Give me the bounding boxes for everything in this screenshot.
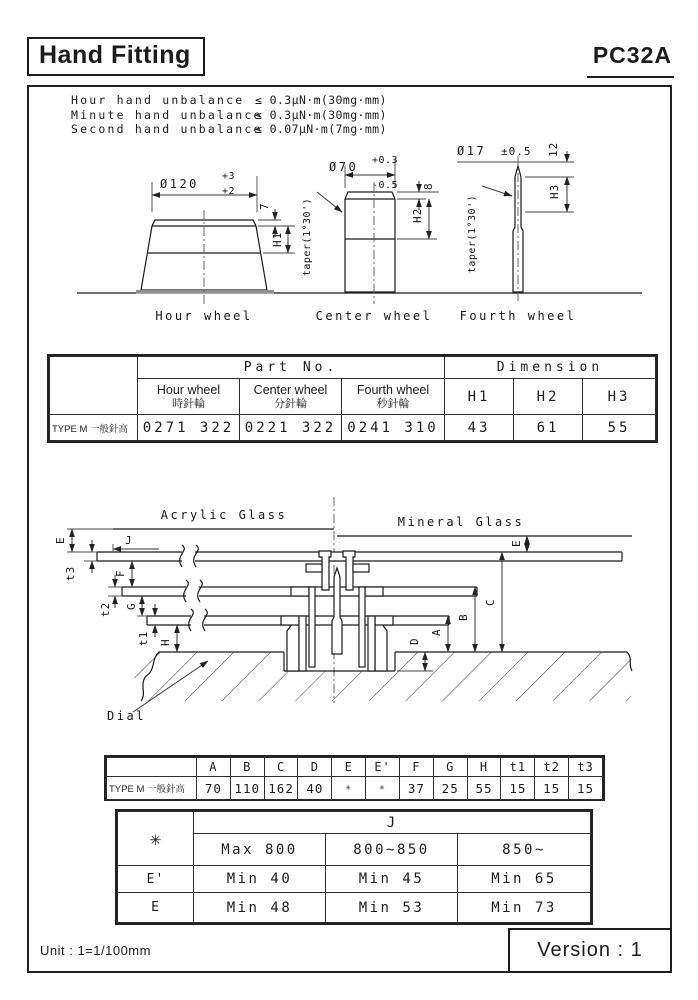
dim-F: F [114,569,127,577]
spec-value: ≤ 0.3μN·m(30mg·mm) [255,93,387,107]
col-hour-wheel: Hour wheel 時針輪 [138,379,240,415]
page-title: Hand Fitting [27,37,205,76]
center-dim-a: 8 [422,182,435,190]
hour-wheel-drawing [136,171,295,323]
col-h1: H1 [445,379,514,415]
dimension-header: Dimension [445,357,656,379]
j-row-e-prime: E' Min 40 Min 45 Min 65 [118,866,591,893]
col-h3: H3 [583,379,656,415]
part-no-header: Part No. [138,357,445,379]
col-h2: H2 [514,379,583,415]
dimension-values-table [104,755,605,801]
glass-clearance-table [115,809,593,925]
version-badge: Version : 1 [508,928,672,973]
hour-tol-top: +3 [222,171,236,182]
j-range-row: Max 800 800~850 850~ [118,834,591,866]
dim-table-header-row: A B C D E E' F G H t1 t2 t3 [107,758,603,777]
j-header: J [194,812,591,834]
dim-H: H [159,638,172,646]
dim-t1: t1 [137,630,150,646]
dim-t2: t2 [99,601,112,617]
spec-hour [71,93,387,108]
fourth-taper-label: taper(1°30') [467,194,478,274]
acrylic-glass-label: Acrylic Glass [160,508,288,522]
center-tol-top: +0.3 [372,155,399,166]
fourth-wheel-drawing [457,142,576,323]
fourth-dia-label: Ø17 [457,144,487,158]
dim-t3: t3 [64,565,77,581]
center-tol-bot: -0.5 [372,180,399,191]
content-frame [27,85,672,973]
hour-wheel-label: Hour wheel [155,309,253,323]
dim-A: A [430,628,443,636]
part-table-subheader-row [50,379,656,415]
dim-table-corner [107,758,197,777]
dim-table-data-row: TYPE M 一般針高 70 110 162 40 ✳ ✳ 37 25 55 15 15 15 [107,777,603,800]
part-table-data-row [50,415,656,441]
cross-section-diagram [29,489,670,749]
dim-E: E [54,536,67,544]
model-number: PC32A [587,42,674,78]
part-number-table [47,354,658,443]
spec-label: Hour hand unbalance [71,93,245,107]
center-wheel-label: Center wheel [315,309,433,323]
wheel-drawings [29,132,670,337]
center-dim-b: H2 [411,207,424,223]
dim-h1: 43 [445,415,514,441]
hour-wheel-base-shadow [136,290,274,294]
spec-label: Second hand unbalance [71,122,263,136]
hour-tol-bot: +2 [222,186,236,197]
spec-value: ≤ 0.3μN·m(30mg·mm) [255,107,387,122]
center-hub-assembly [281,551,393,671]
dim-B: B [457,613,470,621]
row-label: TYPE M 一般針高 [50,415,138,441]
dim-G: G [125,602,138,610]
part-table-corner [50,357,138,415]
hour-dim-a: 7 [258,202,271,210]
hour-dia-label: Ø120 [160,177,199,191]
col-fourth-wheel: Fourth wheel 秒針輪 [342,379,445,415]
dim-h3: 55 [583,415,656,441]
fourth-tol: ±0.5 [501,145,532,158]
fourth-dim-a: 12 [547,141,560,157]
dim-h2: 61 [514,415,583,441]
unit-note: Unit : 1=1/100mm [40,943,151,958]
mineral-glass-label: Mineral Glass [397,515,525,529]
fourth-wheel-label: Fourth wheel [459,309,577,323]
hour-dim-b: H1 [271,231,284,247]
center-dia-label: Ø70 [329,160,359,174]
dim-J: J [125,534,133,547]
spec-value: ≤ 0.07μN·m(7mg·mm) [255,122,387,136]
col-center-wheel: Center wheel 分針輪 [240,379,342,415]
dim-E2: E' [510,531,523,547]
spec-minute [71,108,387,123]
center-taper-label: taper(1°30') [302,197,313,277]
part-no-center: 0221 322 [240,415,342,441]
unbalance-specs [71,93,387,137]
part-no-hour: 0271 322 [138,415,240,441]
reference-star: ✳ [118,812,194,866]
spec-label: Minute hand unbalance [71,107,263,122]
center-wheel-drawing [302,155,439,323]
fourth-dim-b: H3 [548,183,561,199]
dim-D: D [408,637,421,645]
part-no-fourth: 0241 310 [342,415,445,441]
row-label: TYPE M 一般針高 [107,777,197,800]
dial-label: Dial [107,709,146,723]
dim-C: C [484,598,497,606]
j-row-e: E Min 48 Min 53 Min 73 [118,893,591,923]
